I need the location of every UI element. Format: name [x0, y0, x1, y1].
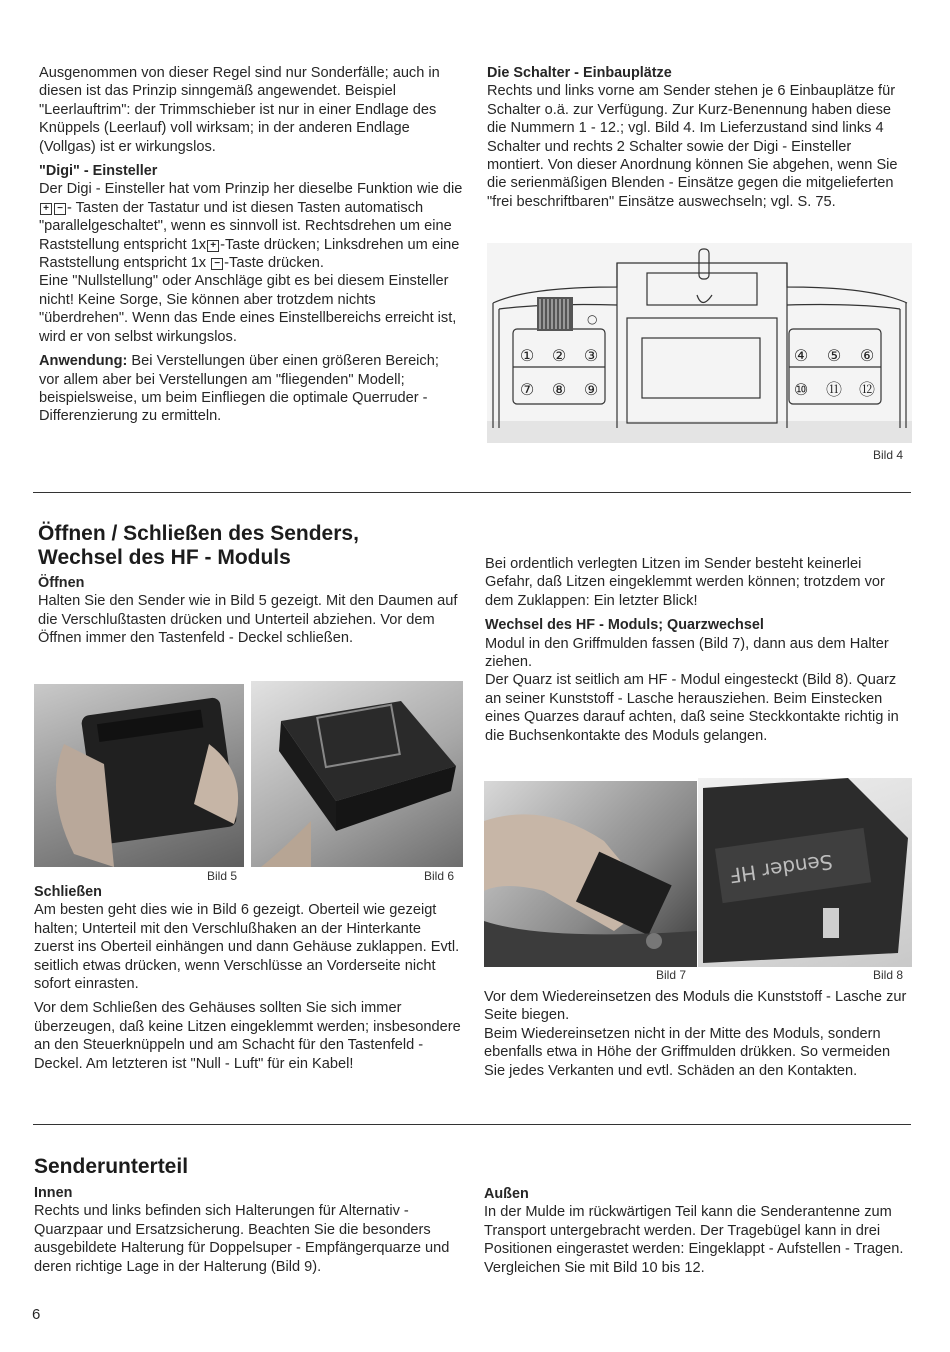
heading-oeffnen: Öffnen: [38, 575, 85, 591]
switch-slot-5: ⑤: [826, 346, 842, 365]
paragraph-schalter: Rechts und links vorne am Sender stehen je 6 Einbauplätze für Schalter o.ä. zur Verfügung. Zur Kurz-Benennung haben diese die Nummern 1 - 12.; vgl. Bild 4. Im Lieferzustand sind links 4 Schalter und rechts 2 Schalter sowie der Digi - Einsteller montiert. Von dieser Anordnung können Sie abgehen, wenn Sie die serienmäßigen Blenden - Einsätze gegen die mitgelieferten "frei beschriftbaren" Einsätze auswechseln; vgl. S. 75.: [487, 83, 898, 210]
photo-bild-8: [698, 778, 912, 967]
paragraph-reinsert-1: Vor dem Wiedereinsetzen des Moduls die Kunststoff - Lasche zur Seite biegen.: [484, 989, 907, 1024]
caption-bild-4: Bild 4: [873, 448, 904, 462]
figure-4: [487, 243, 912, 443]
switch-slot-12: ⑫: [858, 380, 876, 399]
page-number: 6: [32, 1306, 41, 1323]
switch-slot-6: ⑥: [859, 346, 875, 365]
paragraph-reinsert-2: Beim Wiedereinsetzen nicht in der Mitte des Moduls, sondern ebenfalls etwa in Höhe der Griffmulden drükken. So vermeiden Sie jedes Verkanten und evtl. Schäden an den Kontakten.: [484, 1025, 891, 1079]
small-circle-icon: ○: [587, 312, 598, 326]
section-title-senderunterteil: Senderunterteil: [34, 1155, 189, 1178]
plus-key-icon: +: [207, 240, 219, 252]
hand-pulling-hf-module-image: [484, 781, 697, 967]
hf-module-quartz-image: [698, 778, 912, 967]
intro-column: [39, 64, 463, 426]
caption-bild-7: Bild 7: [656, 968, 687, 982]
switch-slot-3: ③: [583, 346, 599, 365]
plus-key-icon: +: [40, 203, 52, 215]
caption-bild-8: Bild 8: [873, 968, 904, 982]
open-column: [38, 574, 463, 648]
heading-digi-einsteller: "Digi" - Einsteller: [39, 163, 158, 180]
paragraph-litzen: Bei ordentlich verlegten Litzen im Sender besteht keinerlei Gefahr, daß Litzen eingeklemmt werden können; trotzdem vor dem Zuklappen: Ein letzter Blick!: [485, 556, 885, 609]
paragraph-exceptions: Ausgenommen von dieser Regel sind nur Sonderfälle; auch in diesen ist das Prinzip sinngemäß angewendet. Beispiel "Leerlauftrim": der Trimmschieber ist nur in einer Endlage des Knüppels (Leerlauf) voll wirksam; in der anderen Endlage (Vollgas) ist er wirkungslos.: [39, 65, 440, 155]
minus-key-icon: −: [211, 258, 223, 270]
switch-slot-9: ⑨: [583, 380, 599, 399]
photo-bild-6: [251, 681, 463, 867]
switch-slot-4: ④: [793, 346, 809, 365]
photo-bild-7: [484, 781, 697, 967]
switch-slot-11: ⑪: [825, 380, 843, 399]
reinsert-column: [484, 988, 912, 1080]
section-title-open-close: Öffnen / Schließen des Senders, Wechsel des HF - Moduls: [38, 522, 359, 569]
module-label-text: Sender HF: [727, 849, 835, 888]
paragraph-schliessen-2: Vor dem Schließen des Gehäuses sollten Sie sich immer überzeugen, daß keine Litzen eingeklemmt werden; insbesondere an den Steuerknüppeln und am Schacht für den Tastenfeld - Deckel. Am letzteren ist "Null - Luft" für ein Kabel!: [34, 1000, 461, 1072]
paragraph-nullstellung: Eine "Nullstellung" oder Anschläge gibt es bei diesem Einsteller nicht! Keine Sorge, Sie können aber trotzdem nichts "überdrehen". Wenn das Ende eines Einstellbereichs erreicht ist, wird er von selbst wirkungslos.: [39, 273, 457, 345]
switch-slots-column: [487, 64, 912, 211]
switch-slot-8: ⑧: [551, 380, 567, 399]
heading-hf-modul: Wechsel des HF - Moduls; Quarzwechsel: [485, 617, 764, 634]
paragraph-aussen: In der Mulde im rückwärtigen Teil kann die Senderantenne zum Transport untergebracht werden. Der Tragebügel kann in drei Positionen eingerastet werden: Eingeklappt - Aufstellen - Tragen. Vergleichen Sie mit Bild 10 bis 12.: [484, 1204, 904, 1276]
paragraph-hf-2: Der Quarz ist seitlich am HF - Modul eingesteckt (Bild 8). Quarz an seiner Kunststoff - Lasche herausziehen. Beim Einstecken eines Quarzes darauf achten, daß seine Steckkontakte richtig in die Buchsenkontakte des Moduls gelangen.: [485, 672, 899, 744]
close-column: [34, 883, 462, 1073]
paragraph-digi: Der Digi - Einsteller hat vom Prinzip her dieselbe Funktion wie die + − - Tasten der Tastatur und ist diesen Tasten automatisch "parallelgeschaltet", wenn es sinnvoll ist. Rechtsdrehen um eine Raststellung entspricht 1x + -Taste drücken; Linksdrehen um eine Raststellung entspricht 1x − -Taste drücken.: [39, 181, 463, 272]
divider: [33, 492, 911, 493]
heading-schliessen: Schließen: [34, 884, 102, 900]
hf-module-column: [485, 555, 912, 745]
switch-slot-7: ⑦: [519, 380, 535, 399]
innen-column: [34, 1184, 462, 1276]
paragraph-hf-1: Modul in den Griffmulden fassen (Bild 7), dann aus dem Halter ziehen.: [485, 635, 889, 671]
photo-bild-5: [34, 684, 244, 867]
divider: [33, 1124, 911, 1125]
caption-bild-5: Bild 5: [207, 869, 238, 883]
paragraph-innen: Rechts und links befinden sich Halterungen für Alternativ - Quarzpaar und Ersatzsicherung. Beachten Sie die besonders ausgebildete Halterung für Doppelsuper - Empfängerquarze und deren richtige Lage in der Halterung (Bild 9).: [34, 1203, 450, 1275]
transmitter-lid-closing-image: [251, 681, 463, 867]
paragraph-anwendung: Anwendung: Bei Verstellungen über einen größeren Bereich; vor allem aber bei Verstellungen am "fliegenden" Modell; beispielsweise, um beim Einfliegen die optimale Querruder - Differenzierung zu ermitteln.: [39, 353, 439, 425]
heading-innen: Innen: [34, 1185, 73, 1201]
transmitter-front-drawing: [487, 243, 912, 443]
aussen-column: [484, 1185, 912, 1277]
switch-slot-10: ⑩: [793, 380, 809, 399]
switch-slot-1: ①: [519, 346, 535, 365]
hands-holding-transmitter-image: [34, 684, 244, 867]
heading-schalter-einbauplaetze: Die Schalter - Einbauplätze: [487, 65, 672, 81]
paragraph-oeffnen: Halten Sie den Sender wie in Bild 5 gezeigt. Mit den Daumen auf die Verschlußtasten drücken und Unterteil abziehen. Vor dem Öffnen immer den Tastenfeld - Deckel schließen.: [38, 593, 458, 647]
minus-key-icon: −: [54, 203, 66, 215]
paragraph-schliessen-1: Am besten geht dies wie in Bild 6 gezeigt. Oberteil wie gezeigt halten; Unterteil mit den Verschlußhaken an der Hinterkante zuerst ins Oberteil einhängen und dann Gehäuse zuklappen. Evtl. seitlich etwas drücken, wenn Verschlüsse an Vorderseite nicht sofort einrasten.: [34, 902, 460, 993]
switch-slot-2: ②: [551, 346, 567, 365]
heading-aussen: Außen: [484, 1186, 529, 1202]
caption-bild-6: Bild 6: [424, 869, 455, 883]
